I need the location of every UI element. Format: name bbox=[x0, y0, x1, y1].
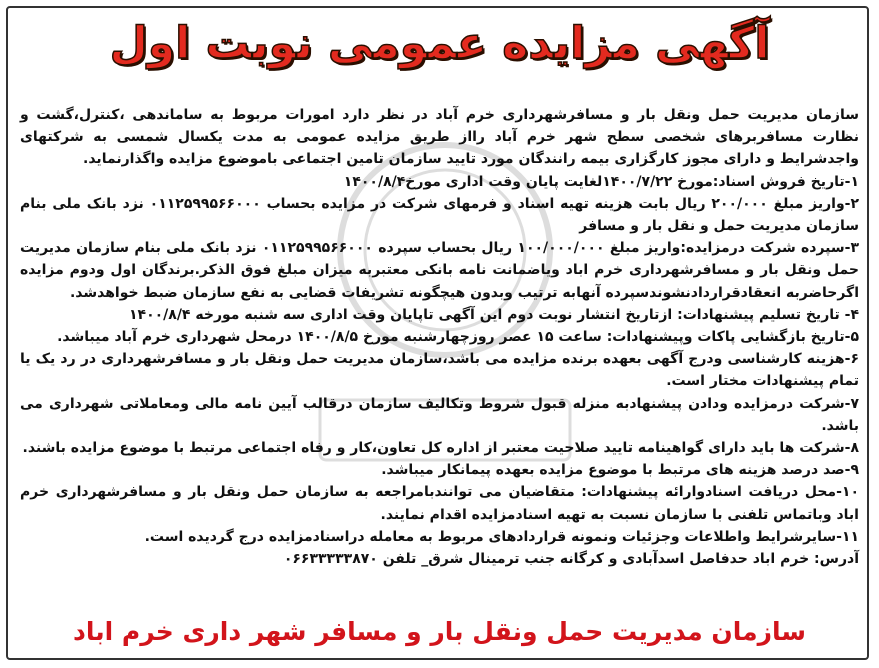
condition-item-3: ۳-سپرده شرکت درمزایده:واریز مبلغ ۱۰۰/۰۰۰/۰۰۰ ریال بحساب سپرده ۰۱۱۲۵۹۹۵۶۶۰۰۰ نزد بانک ملی بنام سازمان مدیریت حمل ونقل بار و مسافرشهرداری خرم اباد ویاضمانت نامه بانکی معتبربه میزان مبلغ فوق الذکر.برندگان اول ودوم مزایده اگرحاضربه انعقادقراردادنشوندسپرده آنهابه ترتیب وبدون هیچگونه تشریفات قضایی به نفع سازمان ضبط خواهدشد. bbox=[20, 240, 860, 301]
condition-item-5: ۵-تاریخ بازگشایی پاکات وپیشنهادات: ساعت ۱۵ عصر روزچهارشنبه مورخ ۱۴۰۰/۸/۵ درمحل شهرداری خرم آباد میباشد. bbox=[57, 329, 859, 346]
notice-body bbox=[20, 104, 859, 570]
address-line: آدرس: خرم اباد حدفاصل اسدآبادی و کرگانه جنب ترمینال شرق_ تلفن ۰۶۶۳۳۳۳۳۸۷۰ bbox=[283, 551, 859, 568]
condition-item-4: ۴- تاریخ تسلیم پیشنهادات: ازتاریخ انتشار نوبت دوم این آگهی تاپایان وقت اداری سه شنبه مورخه ۱۴۰۰/۸/۴ bbox=[128, 306, 859, 323]
notice-title: آگهی مزایده عمومی نوبت اول bbox=[109, 18, 770, 69]
condition-item-9: ۹-صد درصد هزینه های مرتبط با موضوع مزایده بعهده پیمانکار میباشد. bbox=[381, 462, 859, 479]
intro-paragraph: سازمان مدیریت حمل ونقل بار و مسافرشهرداری خرم آباد در نظر دارد امورات مربوط به ساماندهی ،کنترل،گشت و نظارت مسافربرهای شخصی سطح شهر خرم آباد رااز طریق مزایده عمومی به مدت یکسال شمسی به شرکتهای واجدشرایط و دارای مجوز کارگزاری بیمه رانندگان مورد تایید سازمان تامین اجتماعی باموضوع مزایده واگذارنماید. bbox=[20, 107, 859, 168]
condition-item-10: ۱۰-محل دریافت اسنادوارائه پیشنهادات: متقاضیان می توانندبامراجعه به سازمان حمل ونقل بار و مسافرشهرداری خرم اباد وباتماس تلفنی با سازمان نسبت به تهیه اسنادمزایده اقدام نمایند. bbox=[20, 484, 859, 523]
condition-item-11: ۱۱-سایرشرایط واطلاعات وجزئیات ونمونه قراردادهای مربوط به معامله دراسنادمزایده درج گردیده است. bbox=[144, 528, 859, 545]
condition-item-8: ۸-شرکت ها باید دارای گواهینامه تایید صلاحیت معتبر از اداره کل تعاون،کار و رفاه اجتماعی مرتبط با موضوع مزایده باشند. bbox=[22, 440, 859, 457]
condition-item-6: ۶-هزینه کارشناسی ودرج آگهی بعهده برنده مزایده می باشد،سازمان مدیریت حمل ونقل بار و مسافرشهرداری در رد یک یا تمام پیشنهادات مختار است. bbox=[20, 351, 859, 390]
condition-item-1: ۱-تاریخ فروش اسناد:مورخ ۱۴۰۰/۷/۲۲لغایت پایان وقت اداری مورخ۱۴۰۰/۸/۴ bbox=[343, 173, 859, 190]
organization-footer: سازمان مدیریت حمل ونقل بار و مسافر شهر داری خرم اباد bbox=[73, 617, 806, 646]
condition-item-7: ۷-شرکت درمزایده ودادن پیشنهادبه منزله قبول شروط وتکالیف سازمان درقالب آیین نامه مالی ومعاملاتی شهرداری می باشد. bbox=[20, 395, 859, 434]
condition-item-2: ۲-واریز مبلغ ۲۰۰/۰۰۰ ریال بابت هزینه تهیه اسناد و فرمهای شرکت در مزایده بحساب ۰۱۱۲۵۹۹۵۶۶۰۰۰ نزد بانک ملی بنام سازمان مدیریت حمل و نقل بار و مسافر bbox=[20, 195, 860, 235]
